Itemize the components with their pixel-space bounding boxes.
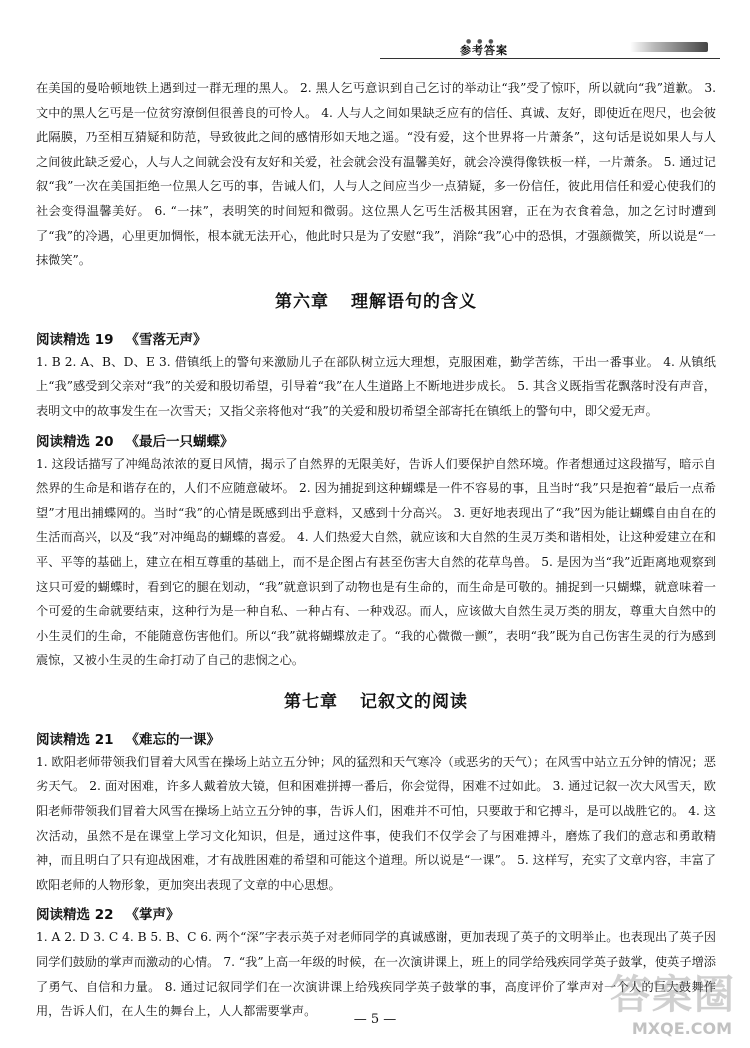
chapter-title: 记叙文的阅读 [360, 691, 468, 712]
section-number: 阅读精选 19 [36, 331, 114, 348]
section-title: 《掌声》 [125, 907, 180, 924]
section-21-heading [36, 728, 716, 748]
continued-answer-paragraph: 在美国的曼哈顿地铁上遇到过一群无理的黑人。 2. 黑人乞丐意识到自己乞讨的举动让“我”受了惊吓，所以就向“我”道歉。 3. 文中的黑人乞丐是一位贫穷潦倒但很善良的可怜人。 4. 人与人之间如果缺乏应有的信任、真诚、友好，即使近在咫尺，也会彼此隔膜，乃至相互猜疑和防范，导致彼此之间的感情形如天地之遥。“没有爱，这个世界将一片萧条”，这句话是说如果人与人之间彼此缺乏爱心，人与人之间就会没有友好和关爱，社会就会没有温馨美好，就会冷漠得像铁板一样，一片萧条。 5. 通过记叙“我”一次在美国拒绝一位黑人乞丐的事，告诫人们，人与人之间应当少一点猜疑，多一份信任，彼此用信任和爱心使我们的社会变得温馨美好。 6. “一抹”，表明笑的时间短和微弱。这位黑人乞丐生活极其困窘，正在为衣食着急，加之乞讨时遭到了“我”的冷遇，心里更加惆怅，根本就无法开心，他此时只是为了安慰“我”，消除“我”心中的恐惧，才强颜微笑，所以说是“一抹微笑”。 [36, 81, 716, 268]
page-header [380, 38, 720, 60]
section-20-heading [36, 430, 716, 450]
section-22-heading [36, 903, 716, 923]
header-dots: ● ● ● [466, 38, 496, 45]
section-number: 阅读精选 20 [36, 433, 114, 450]
section-number: 阅读精选 22 [36, 907, 114, 924]
section-title: 《雪落无声》 [125, 331, 207, 348]
section-19-heading [36, 328, 716, 348]
chapter-7-heading [36, 687, 716, 712]
header-rule [380, 58, 720, 59]
section-19-answers: 1. B 2. A、B、D、E 3. 借镇纸上的警句来激励儿子在部队树立远大理想，克服困难，勤学苦练，干出一番事业。 4. 从镇纸上“我”感受到父亲对“我”的关爱和殷切希望，引导着“我”在人生道路上不断地进步成长。 5. 其含义既指雪花飘落时没有声音，表明文中的故事发生在一次雪天；又指父亲将他对“我”的关爱和殷切希望全部寄托在镇纸上的警句中，即父爱无声。 [36, 354, 716, 418]
section-title: 《难忘的一课》 [125, 731, 220, 748]
section-20-answers: 1. 这段话描写了冲绳岛浓浓的夏日风情，揭示了自然界的无限美好，告诉人们要保护自然环境。作者想通过这段描写，暗示自然界的生命是和谐存在的，人们不应随意破坏。 2. 因为捕捉到这种蝴蝶是一件不容易的事，且当时“我”只是抱着“最后一点希望”才甩出捕蝶网的。当时“我”的心情是既感到出乎意料，又感到十分高兴。 3. 更好地表现出了“我”因为能让蝴蝶自由自在的生活而高兴，以及“我”对冲绳岛的蝴蝶的喜爱。 4. 人们热爱大自然，就应该和大自然的生灵万类和谐相处，让这种爱建立在和平、平等的基础上，建立在相互尊重的基础上，而不是企图占有甚至伤害大自然的花草鸟兽。 5. 是因为当“我”近距离地观察到这只可爱的蝴蝶时，看到它的腿在划动，“我”就意识到了动物也是有生命的，而生命是可敬的。捕捉到一只蝴蝶，就意味着一个可爱的生命就要结束，这种行为是一种自私、一种占有、一种戏忍。而人，应该做大自然生灵万类的朋友，尊重大自然中的小生灵们的生命，不能随意伤害他们。所以“我”就将蝴蝶放走了。“我的心微微一颤”，表明“我”既为自己伤害生灵的行为感到震惊，又被小生灵的生命打动了自己的悲悯之心。 [36, 456, 716, 668]
section-21-answers: 1. 欧阳老师带领我们冒着大风雪在操场上站立五分钟；风的猛烈和天气寒冷（或恶劣的天气）；在风雪中站立五分钟的情况；恶劣天气。 2. 面对困难，许多人戴着放大镜，但和困难拼搏一番后，你会觉得，困难不过如此。 3. 通过记叙一次大风雪天，欧阳老师带领我们冒着大风雪在操场上站立五分钟的事，告诉人们，困难并不可怕，只要敢于和它搏斗，是可以战胜它的。 4. 这次活动，虽然不是在课堂上学习文化知识，但是，通过这件事，使我们不仅学会了与困难搏斗，磨炼了我们的意志和勇敢精神，而且明白了只有迎战困难，才有战胜困难的希望和可能这个道理。所以说是“一课”。 5. 这样写，充实了文章内容，丰富了欧阳老师的人物形象，更加突出表现了文章的中心思想。 [36, 754, 716, 892]
page-number: — 5 — [353, 1012, 397, 1027]
header-badge-graphic [630, 42, 708, 52]
watermark-logo [596, 972, 746, 1042]
header-title: 参考答案 [460, 44, 508, 57]
section-number: 阅读精选 21 [36, 731, 114, 748]
watermark-text: 答案圈 [610, 972, 736, 1018]
answer-content [36, 76, 716, 1024]
chapter-6-heading [36, 287, 716, 312]
section-22-answers: 1. A 2. D 3. C 4. B 5. B、C 6. 两个“深”字表示英子对老师同学的真诚感谢，更加表现了英子的文明举止。也表现出了英子因同学们鼓励的掌声而激动的心情。 7. “我”上高一年级的时候，在一次演讲课上，班上的同学给残疾同学英子鼓掌，使英子增添了勇气、自信和力量。 8. 通过记叙同学们在一次演讲课上给残疾同学英子鼓掌的事，高度评价了掌声对一个人的巨大鼓舞作用，告诉人们，在人生的舞台上，人人都需要掌声。 [36, 930, 716, 1019]
section-title: 《最后一只蝴蝶》 [125, 433, 234, 450]
chapter-title: 理解语句的含义 [351, 291, 477, 312]
watermark-subtext: MXQE.COM [631, 1019, 732, 1038]
chapter-label: 第六章 [275, 291, 329, 312]
chapter-label: 第七章 [284, 691, 338, 712]
